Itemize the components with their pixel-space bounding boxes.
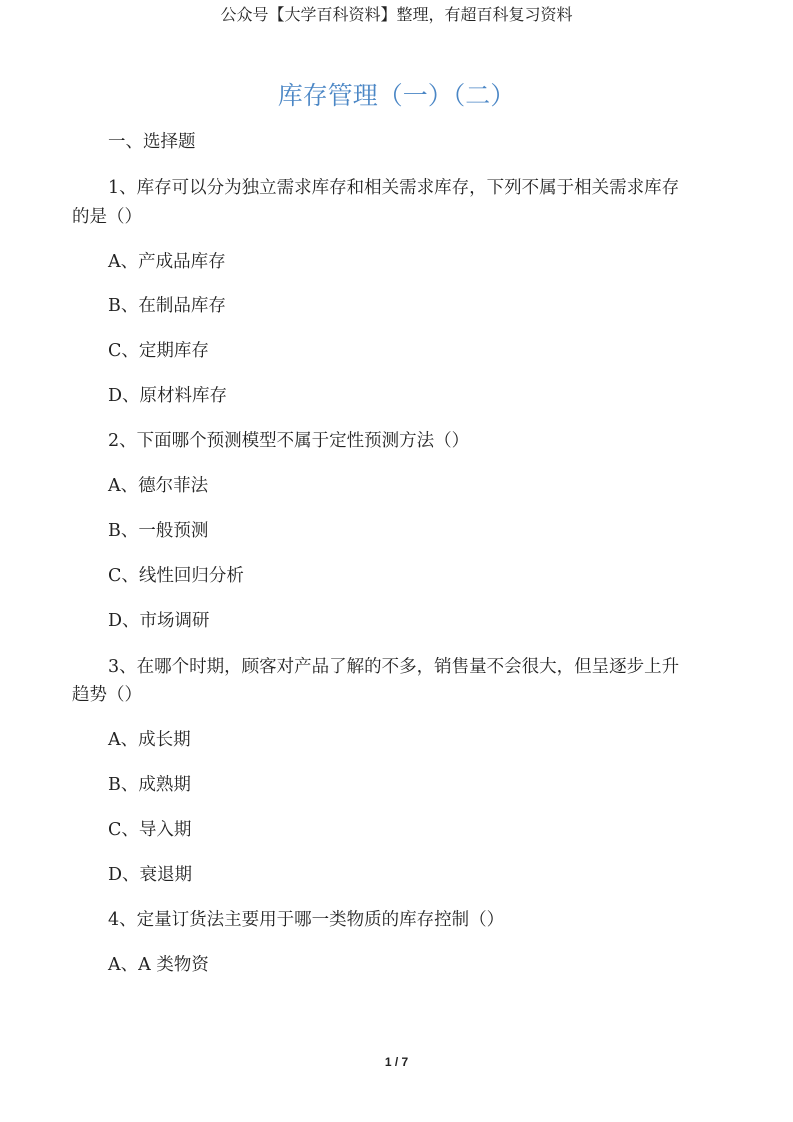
page-number: 1 / 7	[384, 1055, 409, 1069]
question-1-stem: 1、库存可以分为独立需求库存和相关需求库存，下列不属于相关需求库存	[108, 178, 680, 198]
question-2-stem: 2、下面哪个预测模型不属于定性预测方法（）	[108, 431, 470, 451]
question-3-option-b: B、成熟期	[108, 775, 191, 795]
question-1-stem-cont: 的是（）	[72, 207, 142, 227]
question-1-option-b: B、在制品库存	[108, 296, 226, 316]
question-3-option-a: A、成长期	[108, 730, 191, 750]
question-3-stem-cont: 趋势（）	[72, 685, 142, 705]
question-1-option-a: A、产成品库存	[108, 252, 226, 272]
question-2-option-c: C、线性回归分析	[108, 566, 244, 586]
question-2-option-a: A、德尔菲法	[108, 476, 209, 496]
question-4-option-a: A、A 类物资	[108, 955, 209, 975]
question-3-option-c: C、导入期	[108, 820, 192, 840]
question-1-option-c: C、定期库存	[108, 341, 209, 361]
question-4-stem: 4、定量订货法主要用于哪一类物质的库存控制（）	[108, 910, 505, 930]
question-2-option-d: D、市场调研	[108, 611, 210, 631]
question-2-option-b: B、一般预测	[108, 521, 209, 541]
section-heading: 一、选择题	[108, 132, 196, 152]
question-1-option-d: D、原材料库存	[108, 386, 228, 406]
question-3-option-d: D、衰退期	[108, 865, 193, 885]
document-title: 库存管理（一）（二）	[277, 81, 516, 110]
page-header: 公众号【大学百科资料】整理，有超百科复习资料	[220, 5, 573, 24]
question-3-stem: 3、在哪个时期，顾客对产品了解的不多，销售量不会很大，但呈逐步上升	[108, 657, 680, 677]
